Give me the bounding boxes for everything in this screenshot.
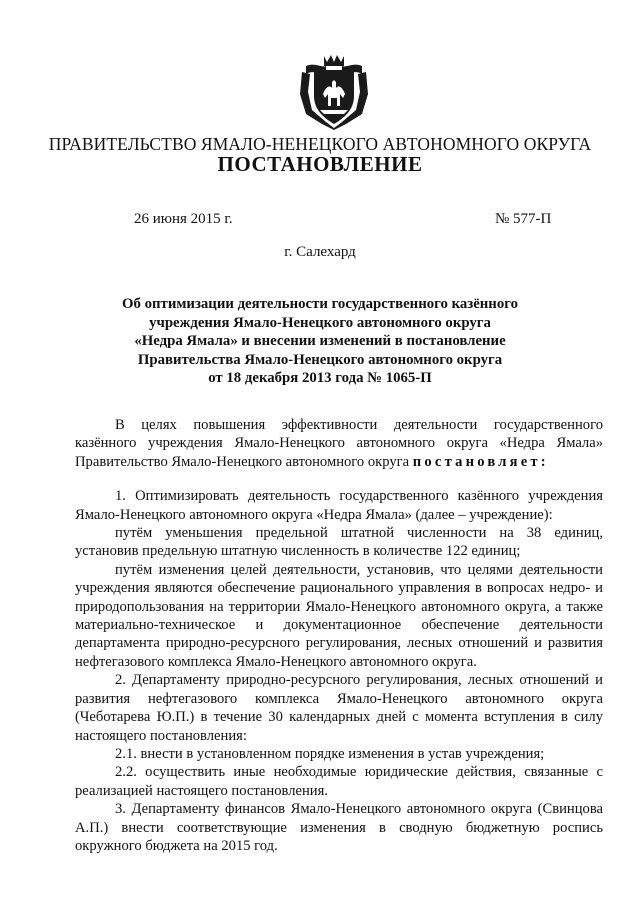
title-line: от 18 декабря 2013 года № 1065-П (208, 370, 432, 387)
organization-name: ПРАВИТЕЛЬСТВО ЯМАЛО-НЕНЕЦКОГО АВТОНОМНОГО ОКРУГА (48, 134, 592, 154)
paragraph-1: 1. Оптимизировать деятельность государственного казённого учреждения Ямало-Ненецкого автономного округа «Недра Ямала» (далее – учреждение): (75, 488, 603, 523)
document-date: 26 июня 2015 г. (134, 211, 233, 227)
title-line: учреждения Ямало-Ненецкого автономного округа (149, 314, 491, 331)
paragraph-2-1: 2.1. внести в установленном порядке изменения в устав учреждения; (115, 745, 545, 762)
document-body (75, 416, 603, 855)
document-number: № 577-П (495, 211, 552, 227)
paragraph-1-item-b: путём изменения целей деятельности, установив, что целями деятельности учреждения являются обеспечение рационального управления в вопросах недро- и природопользования на территории Ямало-Ненецкого автономного округа, а также материально-техническое и документационное обеспечение деятельности департамента природно-ресурсного регулирования, лесных отношений и развития нефтегазового комплекса Ямало-Ненецкого автономного округа. (75, 561, 603, 670)
title-line: «Недра Ямала» и внесении изменений в постановление (134, 333, 506, 350)
preamble-text: В целях повышения эффективности деятельности государственного казённого учреждения Ямало-Ненецкого автономного округа «Недра Ямала» Правительство Ямало-Ненецкого автономного округа (75, 417, 603, 470)
decree-word: постановляет: (412, 453, 549, 470)
preamble-paragraph (75, 416, 603, 471)
coat-of-arms-icon (296, 52, 372, 130)
title-line: Об оптимизации деятельности государственного казённого (122, 296, 518, 312)
document-city: г. Салехард (284, 244, 356, 260)
paragraph-1-item-a: путём уменьшения предельной штатной численности на 38 единиц, установив предельную штатную численность в количестве 122 единиц; (75, 525, 603, 560)
title-line: Правительства Ямало-Ненецкого автономного округа (137, 351, 503, 368)
document-title (100, 295, 540, 388)
paragraph-3: 3. Департаменту финансов Ямало-Ненецкого автономного округа (Свинцова А.П.) внести соответствующие изменения в сводную бюджетную роспись окружного бюджета на 2015 год. (75, 801, 603, 854)
paragraph-2: 2. Департаменту природно-ресурсного регулирования, лесных отношений и развития нефтегазового комплекса Ямало-Ненецкого автономного округа (Чеботарева Ю.П.) в течение 30 календарных дней с момента вступления в силу настоящего постановления: (75, 672, 603, 744)
paragraph-2-2: 2.2. осуществить иные необходимые юридические действия, связанные с реализацией настоящего постановления. (75, 764, 603, 799)
document-type: ПОСТАНОВЛЕНИЕ (217, 152, 423, 176)
